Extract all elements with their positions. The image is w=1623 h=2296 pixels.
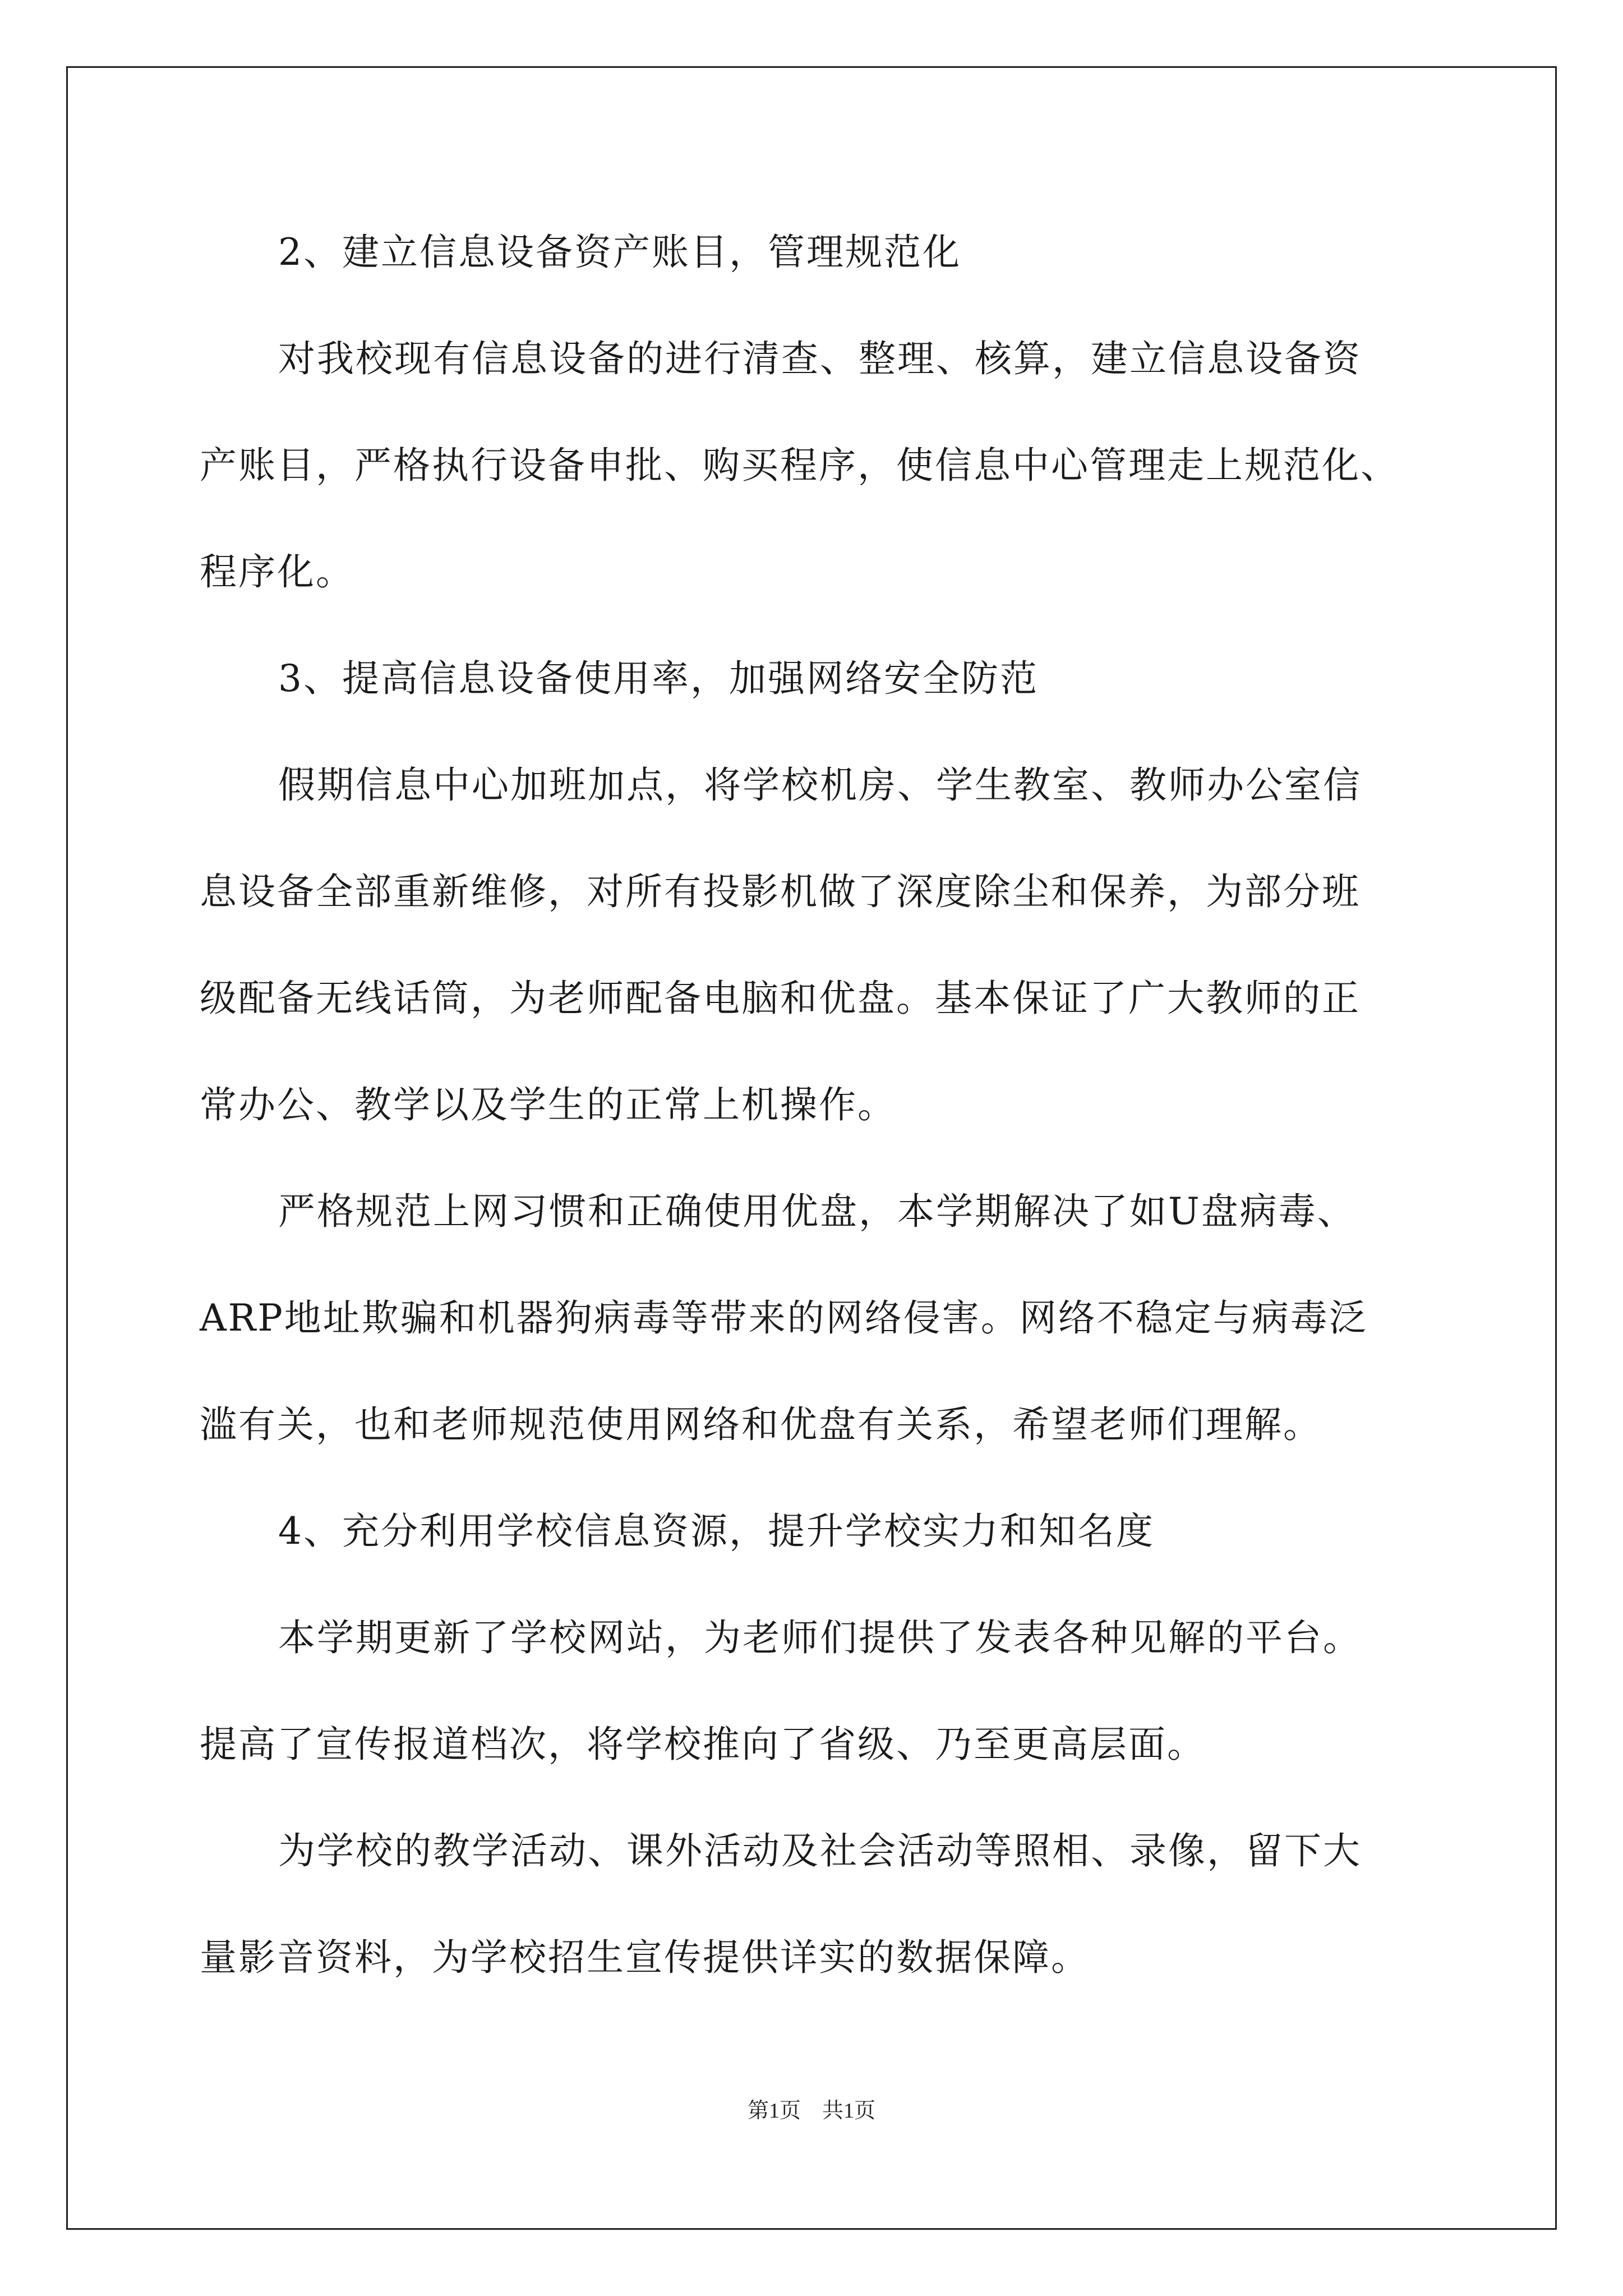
paragraph-line: ARP地址欺骗和机器狗病毒等带来的网络侵害。网络不稳定与病毒泛: [200, 1296, 1368, 1340]
page-border: [66, 66, 1557, 2230]
section-heading: 4、充分利用学校信息资源，提升学校实力和知名度: [278, 1510, 1155, 1553]
paragraph-line: 常办公、教学以及学生的正常上机操作。: [200, 1083, 896, 1126]
paragraph-line: 程序化。: [200, 550, 354, 593]
paragraph-line: 产账目，严格执行设备申批、购买程序，使信息中心管理走上规范化、: [200, 444, 1399, 487]
paragraph-line: 为学校的教学活动、课外活动及社会活动等照相、录像，留下大: [278, 1829, 1362, 1872]
paragraph-line: 量影音资料，为学校招生宣传提供详实的数据保障。: [200, 1936, 1090, 1979]
paragraph-line: 对我校现有信息设备的进行清查、整理、核算，建立信息设备资: [278, 337, 1362, 380]
paragraph-line: 级配备无线话筒，为老师配备电脑和优盘。基本保证了广大教师的正: [200, 977, 1361, 1020]
section-heading: 3、提高信息设备使用率，加强网络安全防范: [278, 657, 1039, 700]
paragraph-line: 滥有关，也和老师规范使用网络和优盘有关系，希望老师们理解。: [200, 1403, 1322, 1446]
paragraph-line: 息设备全部重新维修，对所有投影机做了深度除尘和保养，为部分班: [200, 870, 1361, 913]
paragraph-line: 提高了宣传报道档次，将学校推向了省级、乃至更高层面。: [200, 1723, 1206, 1766]
paragraph-line: 假期信息中心加班加点，将学校机房、学生教室、教师办公室信: [278, 763, 1362, 807]
page-number-footer: 第1页 共1页: [747, 2099, 875, 2123]
paragraph-line: 严格规范上网习惯和正确使用优盘，本学期解决了如U盘病毒、: [278, 1190, 1356, 1233]
paragraph-line: 本学期更新了学校网站，为老师们提供了发表各种见解的平台。: [278, 1616, 1362, 1659]
section-heading: 2、建立信息设备资产账目，管理规范化: [278, 231, 961, 274]
